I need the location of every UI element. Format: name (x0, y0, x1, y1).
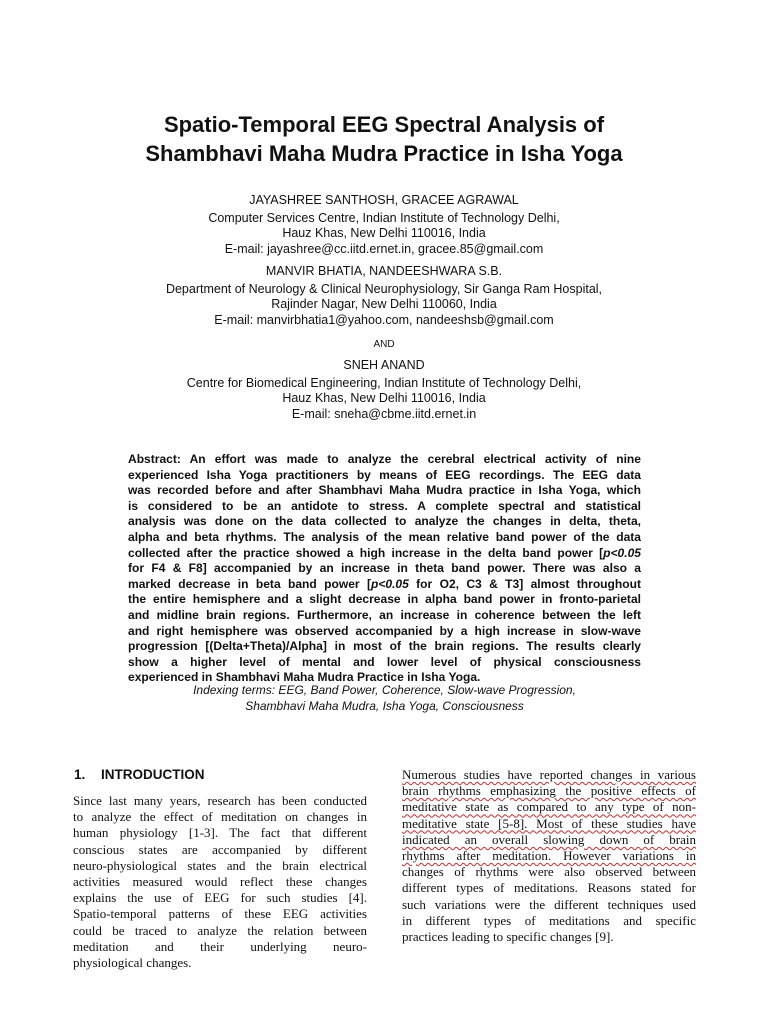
abstract-line: alpha and beta rhythms. The analysis of the mean relative band power of the data (128, 529, 641, 544)
body-line: neuro-physiological states and the brain electrical (73, 857, 367, 873)
section-number: 1. (74, 767, 86, 782)
indexing-line: Shambhavi Maha Mudra, Isha Yoga, Consciousness (245, 698, 524, 713)
body-line: meditative state as compared to any type of non- (402, 799, 696, 815)
title-line: Shambhavi Maha Mudra Practice in Isha Yoga (145, 141, 623, 166)
body-line: activities measured would reflect these changes (73, 874, 367, 890)
indexing-line: Indexing terms: EEG, Band Power, Coherence, Slow-wave Progression, (193, 683, 576, 697)
author-block-2 (60, 264, 708, 328)
abstract (128, 452, 641, 686)
and-separator: AND (373, 339, 395, 350)
body-line: brain rhythms emphasizing the positive effects of (402, 783, 696, 799)
body-line: such variations were the different techniques used (402, 896, 696, 912)
author-block-3 (60, 358, 708, 422)
author-names: MANVIR BHATIA, NANDEESHWARA S.B. (265, 264, 503, 278)
body-line: meditative state [5-8]. Most of these studies have (402, 815, 696, 831)
body-line: physiological changes. (73, 955, 192, 971)
abstract-text: for O2, C3 & T3] almost throughout (408, 576, 641, 591)
body-line: to analyze the effect of meditation on changes in (73, 809, 367, 825)
author-names: JAYASHREE SANTHOSH, GRACEE AGRAWAL (249, 193, 519, 207)
affiliation-line: Centre for Biomedical Engineering, Indian Institute of Technology Delhi, (186, 375, 582, 390)
abstract-line: analysis was done on the data collected to analyze the changes in delta, theta, (128, 514, 641, 529)
abstract-line (128, 577, 641, 593)
body-line: conscious states are accompanied by different (73, 841, 367, 857)
author-names: SNEH ANAND (343, 358, 425, 372)
affiliation-line: Hauz Khas, New Delhi 110016, India (282, 391, 486, 405)
affiliation-line: Department of Neurology & Clinical Neurophysiology, Sir Ganga Ram Hospital, (165, 281, 603, 296)
body-line: meditation and their underlying neuro- (73, 938, 367, 954)
abstract-line: the entire hemisphere and a slight decrease in alpha band power in fronto-parietal (128, 592, 641, 607)
p-value: p<0.05 (603, 545, 641, 560)
abstract-text: marked decrease in beta band power [ (128, 576, 371, 591)
abstract-line: and right hemisphere was observed accompanied by a high increase in slow-wave (128, 623, 641, 638)
intro-right-column (402, 767, 696, 945)
abstract-line: experienced Isha Yoga practitioners by means of EEG recordings. The EEG data (128, 467, 641, 482)
affiliation-line: Rajinder Nagar, New Delhi 110060, India (271, 297, 497, 311)
author-email: E-mail: sneha@cbme.iitd.ernet.in (291, 406, 477, 421)
title-line: Spatio-Temporal EEG Spectral Analysis of (163, 112, 605, 137)
section-heading (74, 767, 205, 782)
body-line: human physiology [1-3]. The fact that different (73, 825, 367, 841)
abstract-line: was recorded before and after Shambhavi Maha Mudra practice in Isha Yoga, which (128, 483, 641, 498)
paper-title (60, 110, 708, 168)
abstract-line (128, 546, 641, 562)
abstract-line: is considered to be an antidote to stress. A complete spectral and statistical (128, 498, 641, 513)
author-email: E-mail: jayashree@cc.iitd.ernet.in, gracee.85@gmail.com (224, 241, 544, 256)
intro-left-column (73, 793, 367, 971)
section-title: INTRODUCTION (101, 767, 205, 782)
affiliation-line: Computer Services Centre, Indian Institute of Technology Delhi, (208, 210, 560, 225)
body-line: Numerous studies have reported changes in various (402, 767, 696, 782)
body-line: indicated an overall slowing down of brain (402, 831, 696, 847)
abstract-line: progression [(Delta+Theta)/Alpha] in most of the brain regions. The results clearly (128, 639, 641, 654)
body-line: rhythms after meditation. However variations in (402, 848, 696, 864)
author-email: E-mail: manvirbhatia1@yahoo.com, nandeeshsb@gmail.com (214, 312, 554, 327)
indexing-terms (128, 683, 641, 714)
body-line: changes of rhythms were also observed between (402, 864, 696, 880)
body-line: explains the use of EEG for such studies [4]. (73, 890, 367, 906)
abstract-line: Abstract: An effort was made to analyze the cerebral electrical activity of nine (128, 452, 641, 466)
body-line: Spatio-temporal patterns of these EEG activities (73, 906, 367, 922)
abstract-line: and midline brain regions. Furthermore, an increase in coherence between the left (128, 607, 641, 622)
author-block-1 (60, 193, 708, 257)
p-value: p<0.05 (370, 576, 409, 591)
abstract-line: show a higher level of mental and lower level of physical consciousness (128, 654, 641, 669)
abstract-line: for F4 & F8] accompanied by an increase in theta band power. There was also a (128, 561, 641, 576)
abstract-text: collected after the practice showed a high increase in the delta band power [ (128, 545, 604, 560)
abstract-line: experienced in Shambhavi Maha Mudra Practice in Isha Yoga. (128, 670, 481, 685)
body-line: could be traced to analyze the relation between (73, 922, 367, 938)
body-line: different types of meditations. Reasons stated for (402, 880, 696, 896)
body-line: practices leading to specific changes [9]. (402, 929, 614, 945)
body-line: in different types of meditations and specific (402, 912, 696, 928)
body-line: Since last many years, research has been conducted (73, 793, 367, 808)
affiliation-line: Hauz Khas, New Delhi 110016, India (282, 226, 486, 240)
